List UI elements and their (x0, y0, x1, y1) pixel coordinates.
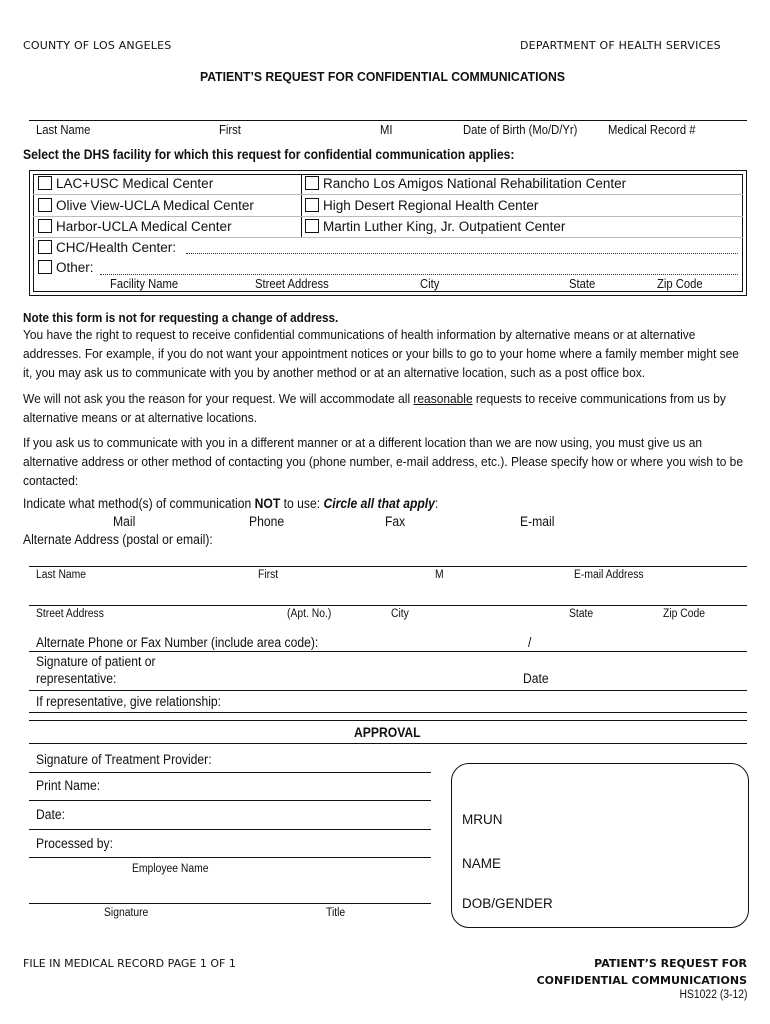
alt-apt-label: (Apt. No.) (287, 608, 332, 620)
facility-label: Olive View-UCLA Medical Center (56, 198, 254, 213)
facility-option-other[interactable] (38, 260, 94, 275)
sig-label-line1: Signature of patient or (36, 654, 156, 669)
department-header: DEPARTMENT OF HEALTH SERVICES (520, 39, 721, 52)
processed-by-label: Processed by: (36, 836, 113, 851)
alt-m-label: M (435, 569, 444, 581)
patient-mi-label: MI (380, 123, 393, 137)
para2-start: We will not ask you the reason for your request. We will accommodate all (23, 391, 414, 406)
sig-label-line2: representative: (36, 671, 117, 686)
patient-last-name-label: Last Name (36, 123, 91, 137)
mrun-label: MRUN (462, 812, 503, 827)
employee-signature-line[interactable] (29, 903, 431, 904)
relationship-line[interactable] (29, 712, 747, 713)
form-title: PATIENT’S REQUEST FOR CONFIDENTIAL COMMUNICATIONS (200, 69, 566, 84)
footer-title-line2: CONFIDENTIAL COMMUNICATIONS (536, 974, 747, 987)
methods-prompt-b: to use: (280, 496, 324, 511)
alt-state-label: State (569, 608, 594, 620)
facility-option-highdesert[interactable] (305, 198, 538, 213)
para2-end: requests to receive communications from us by alternative means or at alternative locations. (23, 391, 726, 425)
method-phone[interactable]: Phone (249, 514, 285, 529)
approval-date-label: Date: (36, 807, 66, 822)
checkbox[interactable] (38, 240, 52, 254)
employee-signature-label: Signature (104, 907, 149, 919)
facility-name-label: Facility Name (110, 277, 179, 291)
alt-city-label: City (391, 608, 409, 620)
approval-top-line (29, 720, 747, 721)
alt-address-label: Alternate Address (postal or email): (23, 532, 213, 547)
notice-paragraph-2 (23, 389, 748, 427)
signature-line[interactable] (29, 690, 747, 691)
alt-street-label: Street Address (36, 608, 104, 620)
facility-state-label: State (569, 277, 596, 291)
provider-signature-line[interactable] (29, 772, 431, 773)
para2-reasonable: reasonable (413, 391, 473, 406)
approval-heading: APPROVAL (354, 725, 421, 740)
facility-column-divider (301, 174, 302, 237)
facility-row-line-3 (33, 237, 743, 238)
facility-option-lacusc[interactable] (38, 176, 213, 191)
checkbox[interactable] (38, 198, 52, 212)
patient-info-line (29, 120, 747, 121)
footer-file-note: FILE IN MEDICAL RECORD PAGE 1 OF 1 (23, 957, 236, 970)
approval-bottom-line (29, 743, 747, 744)
methods-prompt-a: Indicate what method(s) of communication (23, 496, 255, 511)
sig-date-label: Date (523, 671, 549, 686)
other-input-line[interactable] (100, 274, 738, 275)
facility-option-rancho[interactable] (305, 176, 626, 191)
approval-date-line[interactable] (29, 829, 431, 830)
checkbox[interactable] (305, 219, 319, 233)
phone-fax-slash: / (528, 635, 532, 650)
checkbox[interactable] (305, 198, 319, 212)
method-fax[interactable]: Fax (385, 514, 406, 529)
method-mail[interactable]: Mail (113, 514, 136, 529)
patient-mrn-label: Medical Record # (608, 123, 696, 137)
facility-label: LAC+USC Medical Center (56, 176, 214, 191)
patient-dob-label: Date of Birth (Mo/D/Yr) (463, 123, 578, 137)
facility-option-mlk[interactable] (305, 219, 565, 234)
methods-prompt (23, 496, 438, 511)
facility-zip-label: Zip Code (657, 277, 703, 291)
alt-street-line[interactable] (29, 605, 747, 606)
alt-phone-label: Alternate Phone or Fax Number (include area code): (36, 635, 319, 650)
facility-label: Martin Luther King, Jr. Outpatient Center (323, 219, 566, 234)
facility-option-oliveview[interactable] (38, 198, 254, 213)
facility-street-label: Street Address (255, 277, 329, 291)
employee-title-label: Title (326, 907, 346, 919)
checkbox[interactable] (38, 176, 52, 190)
facility-option-chc[interactable] (38, 240, 176, 255)
alt-zip-label: Zip Code (663, 608, 706, 620)
dob-gender-label: DOB/GENDER (462, 896, 553, 911)
method-email[interactable]: E-mail (520, 514, 555, 529)
alt-phone-line[interactable] (29, 651, 747, 652)
name-label: NAME (462, 856, 502, 871)
notice-paragraph-1: You have the right to request to receive confidential communications of health information by alternative means or at alternative addresses. For example, if you do not want your appointment notices or your bills to go to your home where a family member might see it, you may ask us to communicate with you by another method or at an alternative location, such as a post office box. (23, 327, 739, 380)
notice-heading: Note this form is not for requesting a change of address. (23, 310, 339, 325)
chc-input-line[interactable] (186, 253, 738, 254)
facility-row-line-1 (33, 194, 743, 195)
methods-prompt-d: : (434, 496, 439, 511)
notice-paragraph-3: If you ask us to communicate with you in a different manner or at a different location than we are now using, you must give us an alternative address or other method of contacting you (phone number, e-mail address, etc.). Please specify how or where you wish to be contacted: (23, 435, 743, 488)
facility-city-label: City (420, 277, 440, 291)
other-label: Other: (56, 260, 94, 275)
footer-title-line1: PATIENT’S REQUEST FOR (594, 957, 747, 970)
checkbox[interactable] (38, 260, 52, 274)
employee-name-label: Employee Name (132, 863, 209, 875)
print-name-label: Print Name: (36, 778, 101, 793)
alt-last-name-label: Last Name (36, 569, 87, 581)
alt-first-label: First (258, 569, 279, 581)
methods-prompt-not: NOT (254, 496, 281, 511)
methods-prompt-circle: Circle all that apply (323, 496, 435, 511)
chc-label: CHC/Health Center: (56, 240, 177, 255)
facility-row-line-2 (33, 216, 743, 217)
facility-label: High Desert Regional Health Center (323, 198, 539, 213)
alt-name-line[interactable] (29, 566, 747, 567)
relationship-label: If representative, give relationship: (36, 694, 222, 709)
patient-first-label: First (219, 123, 241, 137)
footer-form-number: HS1022 (3-12) (679, 989, 747, 1001)
facility-option-harbor[interactable] (38, 219, 232, 234)
processed-by-line[interactable] (29, 857, 431, 858)
checkbox[interactable] (305, 176, 319, 190)
county-header: COUNTY OF LOS ANGELES (23, 39, 172, 52)
facility-label: Harbor-UCLA Medical Center (56, 219, 232, 234)
checkbox[interactable] (38, 219, 52, 233)
facility-label: Rancho Los Amigos National Rehabilitation Center (323, 176, 627, 191)
facility-instruction: Select the DHS facility for which this request for confidential communication applies: (23, 147, 515, 162)
alt-email-label: E-mail Address (574, 569, 644, 581)
provider-signature-label: Signature of Treatment Provider: (36, 752, 212, 767)
print-name-line[interactable] (29, 800, 431, 801)
